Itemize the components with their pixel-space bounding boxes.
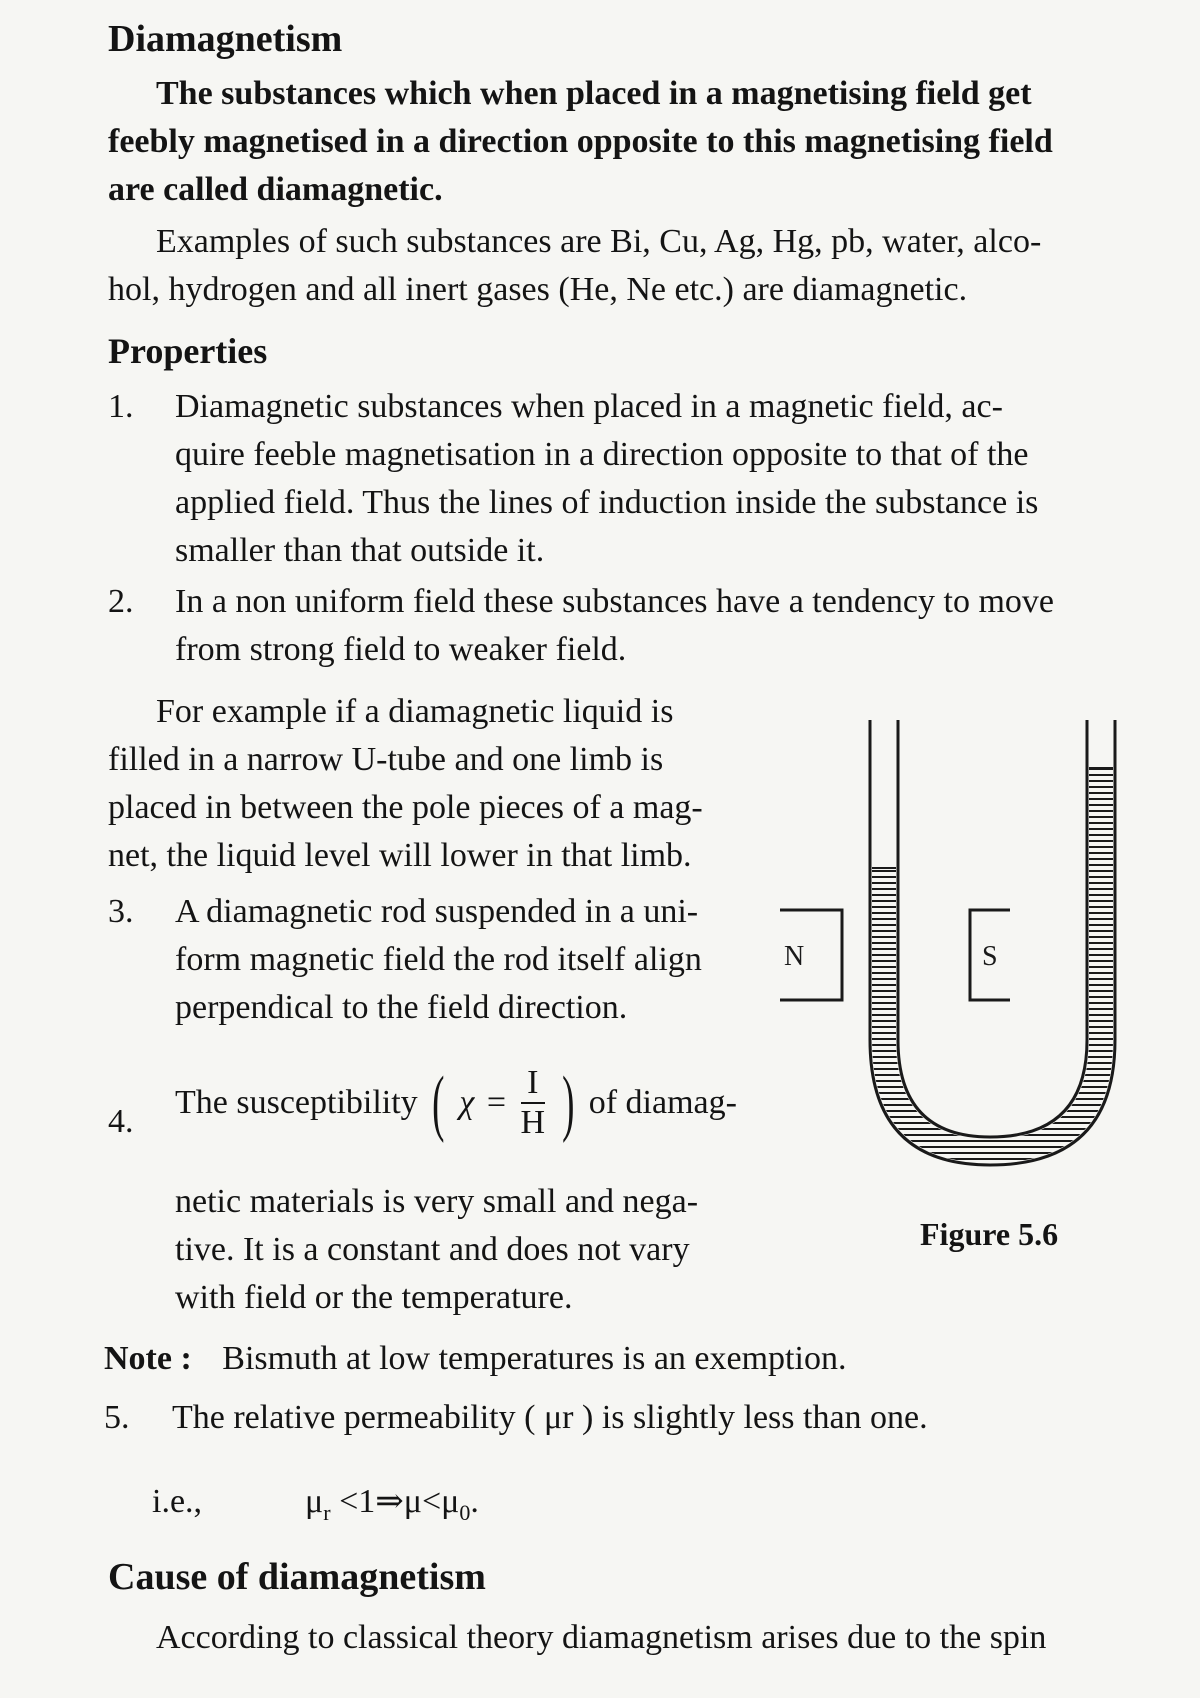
- section-title-properties: Properties: [108, 331, 268, 371]
- example-line: filled in a narrow U-tube and one limb is: [108, 741, 664, 778]
- left-paren: (: [432, 1062, 445, 1144]
- chi-symbol: χ: [459, 1084, 475, 1121]
- list-number: 2.: [108, 583, 134, 620]
- property-item-4-body: [175, 1178, 785, 1322]
- list-number: 5.: [104, 1399, 130, 1436]
- property-item-3: [175, 888, 785, 1032]
- property-line: from strong field to weaker field.: [175, 631, 627, 668]
- inequality-middle: <1⇒μ<μ: [330, 1483, 460, 1520]
- property-line: quire feeble magnetisation in a direction opposite to that of the: [175, 436, 1029, 473]
- examples-line: Examples of such substances are Bi, Cu, Ag, Hg, pb, water, alco-: [156, 223, 1042, 260]
- note-text: Bismuth at low temperatures is an exemption.: [222, 1340, 847, 1377]
- north-pole-label: N: [784, 941, 805, 972]
- mu-symbol: μ: [305, 1483, 324, 1520]
- definition-line: are called diamagnetic.: [108, 171, 443, 208]
- right-paren: ): [561, 1062, 575, 1144]
- note: [104, 1335, 1104, 1383]
- u-tube-example-paragraph: [108, 688, 780, 880]
- cause-paragraph: According to classical theory diamagnetism arises due to the spin: [156, 1619, 1047, 1656]
- permeability-inequality: [305, 1478, 479, 1537]
- fraction: [521, 1064, 546, 1142]
- fraction-denominator: H: [520, 1104, 546, 1141]
- definition-line: feebly magnetised in a direction opposite to this magnetising field: [108, 123, 1053, 160]
- property-line: tive. It is a constant and does not vary: [175, 1231, 690, 1268]
- note-label: Note :: [104, 1340, 192, 1377]
- list-number: 1.: [108, 388, 134, 425]
- example-line: For example if a diamagnetic liquid is: [156, 693, 674, 730]
- example-line: placed in between the pole pieces of a mag-: [108, 789, 703, 826]
- tube-inner-wall: [898, 720, 1087, 1137]
- figure-caption: Figure 5.6: [920, 1216, 1059, 1252]
- property-item-5: The relative permeability ( μr ) is slightly less than one.: [172, 1399, 928, 1436]
- ie-label: i.e.,: [152, 1483, 203, 1520]
- liquid-bend: [872, 1040, 1113, 1163]
- property-line: perpendical to the field direction.: [175, 989, 628, 1026]
- property-line: Diamagnetic substances when placed in a magnetic field, ac-: [175, 388, 1003, 425]
- property-line: netic materials is very small and nega-: [175, 1183, 699, 1220]
- section-title-cause: Cause of diamagnetism: [108, 1556, 486, 1598]
- property-item-1: [175, 383, 1153, 575]
- property-line: with field or the temperature.: [175, 1279, 573, 1316]
- property-line: A diamagnetic rod suspended in a uni-: [175, 893, 699, 930]
- susceptibility-lead: The susceptibility: [175, 1084, 418, 1121]
- subscript-0: 0: [459, 1499, 471, 1525]
- property-item-2: [175, 578, 1153, 674]
- examples-line: hol, hydrogen and all inert gases (He, Ne etc.) are diamagnetic.: [108, 271, 968, 308]
- section-title-diamagnetism: Diamagnetism: [108, 18, 343, 60]
- property-item-4-formula-line: [175, 1064, 795, 1142]
- examples-paragraph: [108, 218, 1153, 314]
- south-pole-label: S: [982, 941, 998, 972]
- property-line: applied field. Thus the lines of induction inside the substance is: [175, 484, 1039, 521]
- definition-paragraph: [108, 70, 1153, 214]
- list-number: 3.: [108, 893, 134, 930]
- inequality-end: .: [470, 1483, 479, 1520]
- u-tube-diagram: [780, 700, 1160, 1180]
- equals-sign: =: [486, 1084, 506, 1121]
- example-line: net, the liquid level will lower in that limb.: [108, 837, 692, 874]
- subscript-r: r: [323, 1499, 331, 1525]
- property-line: smaller than that outside it.: [175, 532, 545, 569]
- liquid-left-limb: [872, 868, 896, 1040]
- definition-line: The substances which when placed in a magnetising field get: [156, 75, 1032, 112]
- property-line: form magnetic field the rod itself align: [175, 941, 702, 978]
- susceptibility-tail: of diamag-: [588, 1084, 737, 1121]
- liquid-right-limb: [1089, 768, 1113, 1040]
- u-tube-figure: [780, 700, 1160, 1180]
- fraction-numerator: I: [521, 1064, 546, 1104]
- list-number: 4.: [108, 1103, 134, 1140]
- property-line: In a non uniform field these substances have a tendency to move: [175, 583, 1055, 620]
